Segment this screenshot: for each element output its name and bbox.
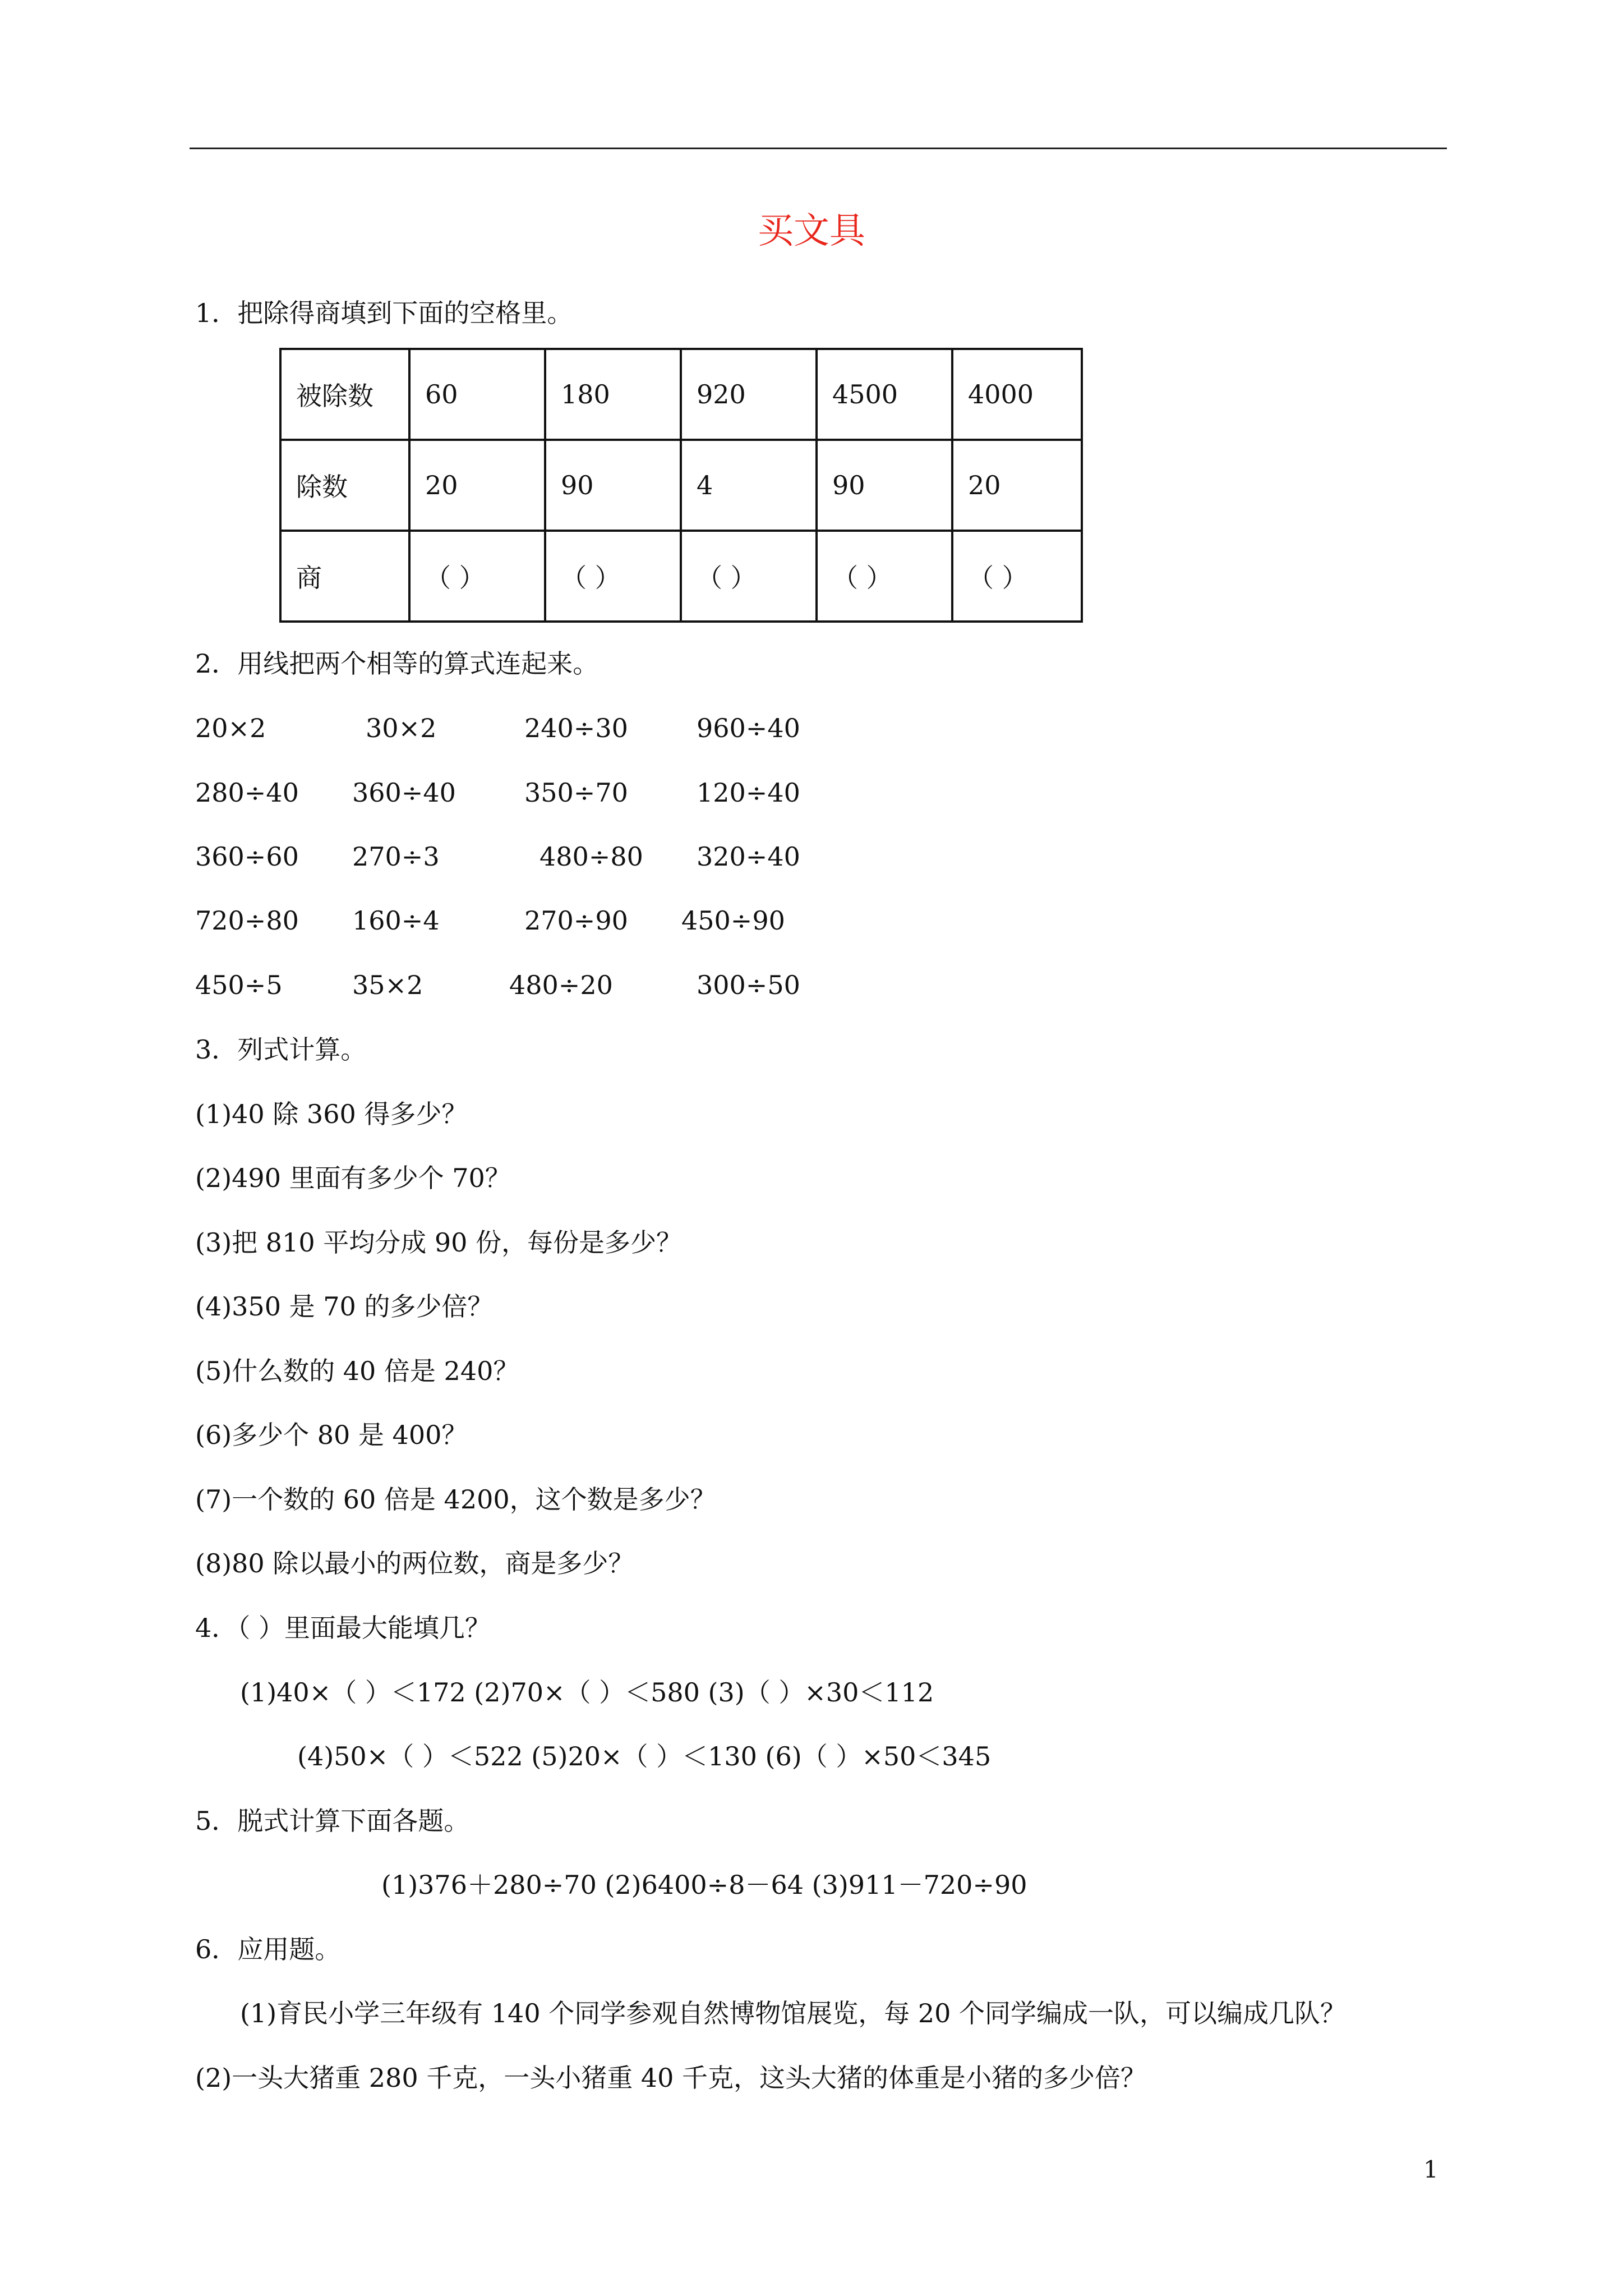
list-item: (1)40 除 360 得多少？: [195, 1099, 468, 1129]
table-cell: 4: [681, 440, 817, 531]
list-item: (5)什么数的 40 倍是 240？: [195, 1356, 519, 1386]
expression[interactable]: 320÷40: [697, 841, 800, 872]
list-item: (2)490 里面有多少个 70？: [195, 1163, 511, 1193]
q4-heading: 4．（ ）里面最大能填几？: [195, 1613, 491, 1643]
table-row: [280, 349, 1082, 440]
table-cell: 20: [409, 440, 545, 531]
answer-blank[interactable]: （ ）: [409, 531, 545, 622]
expression[interactable]: 960÷40: [697, 713, 800, 743]
inequality-line: (1)40×（ ）＜172 (2)70×（ ）＜580 (3)（ ）×30＜112: [240, 1677, 934, 1708]
q5-heading: 5．脱式计算下面各题。: [195, 1806, 470, 1836]
q1-heading: 1．把除得商填到下面的空格里。: [195, 298, 573, 328]
row-label: 被除数: [280, 349, 409, 440]
expression[interactable]: 35×2: [352, 970, 423, 1000]
page-number: 1: [1423, 2156, 1438, 2183]
expression[interactable]: 160÷4: [352, 905, 440, 936]
answer-blank[interactable]: （ ）: [952, 531, 1082, 622]
table-cell: 4500: [817, 349, 952, 440]
expression[interactable]: 270÷90: [524, 905, 628, 936]
q6-heading: 6．应用题。: [195, 1934, 341, 1964]
table-cell: 4000: [952, 349, 1082, 440]
table-cell: 20: [952, 440, 1082, 531]
table-cell: 920: [681, 349, 817, 440]
quotient-table: [279, 348, 1083, 623]
expression[interactable]: 720÷80: [195, 905, 299, 936]
q3-heading: 3．列式计算。: [195, 1034, 367, 1065]
answer-blank[interactable]: （ ）: [681, 531, 817, 622]
word-problem: (2)一头大猪重 280 千克，一头小猪重 40 千克，这头大猪的体重是小猪的多少倍？: [195, 2063, 1146, 2093]
expression[interactable]: 450÷5: [195, 970, 283, 1000]
list-item: (8)80 除以最小的两位数，商是多少？: [195, 1548, 634, 1579]
expression[interactable]: 280÷40: [195, 777, 299, 808]
table-cell: 180: [545, 349, 681, 440]
table-row: [280, 440, 1082, 531]
expression[interactable]: 450÷90: [681, 905, 785, 936]
list-item: (4)350 是 70 的多少倍？: [195, 1291, 494, 1322]
word-problem: (1)育民小学三年级有 140 个同学参观自然博物馆展览，每 20 个同学编成一队，可以编成几队？: [240, 1998, 1346, 2028]
expression-line: (1)376＋280÷70 (2)6400÷8－64 (3)911－720÷90: [381, 1870, 1027, 1900]
expression[interactable]: 480÷20: [509, 970, 613, 1000]
table-cell: 60: [409, 349, 545, 440]
expression[interactable]: 360÷40: [352, 777, 456, 808]
expression[interactable]: 480÷80: [540, 841, 643, 872]
table-row: [280, 531, 1082, 622]
answer-blank[interactable]: （ ）: [545, 531, 681, 622]
q2-heading: 2．用线把两个相等的算式连起来。: [195, 648, 599, 679]
list-item: (3)把 810 平均分成 90 份，每份是多少？: [195, 1227, 682, 1258]
row-label: 商: [280, 531, 409, 622]
expression[interactable]: 240÷30: [524, 713, 628, 743]
expression[interactable]: 300÷50: [697, 970, 800, 1000]
list-item: (7)一个数的 60 倍是 4200，这个数是多少？: [195, 1484, 716, 1515]
list-item: (6)多少个 80 是 400？: [195, 1420, 468, 1450]
expression[interactable]: 270÷3: [352, 841, 440, 872]
answer-blank[interactable]: （ ）: [817, 531, 952, 622]
inequality-line: (4)50×（ ）＜522 (5)20×（ ）＜130 (6)（ ）×50＜345: [297, 1741, 992, 1772]
row-label: 除数: [280, 440, 409, 531]
expression[interactable]: 350÷70: [524, 777, 628, 808]
expression[interactable]: 30×2: [366, 713, 437, 743]
header-rule: [190, 148, 1447, 149]
table-cell: 90: [817, 440, 952, 531]
page-title: 买文具: [758, 210, 865, 252]
expression[interactable]: 20×2: [195, 713, 266, 743]
table-cell: 90: [545, 440, 681, 531]
expression[interactable]: 120÷40: [697, 777, 800, 808]
expression[interactable]: 360÷60: [195, 841, 299, 872]
